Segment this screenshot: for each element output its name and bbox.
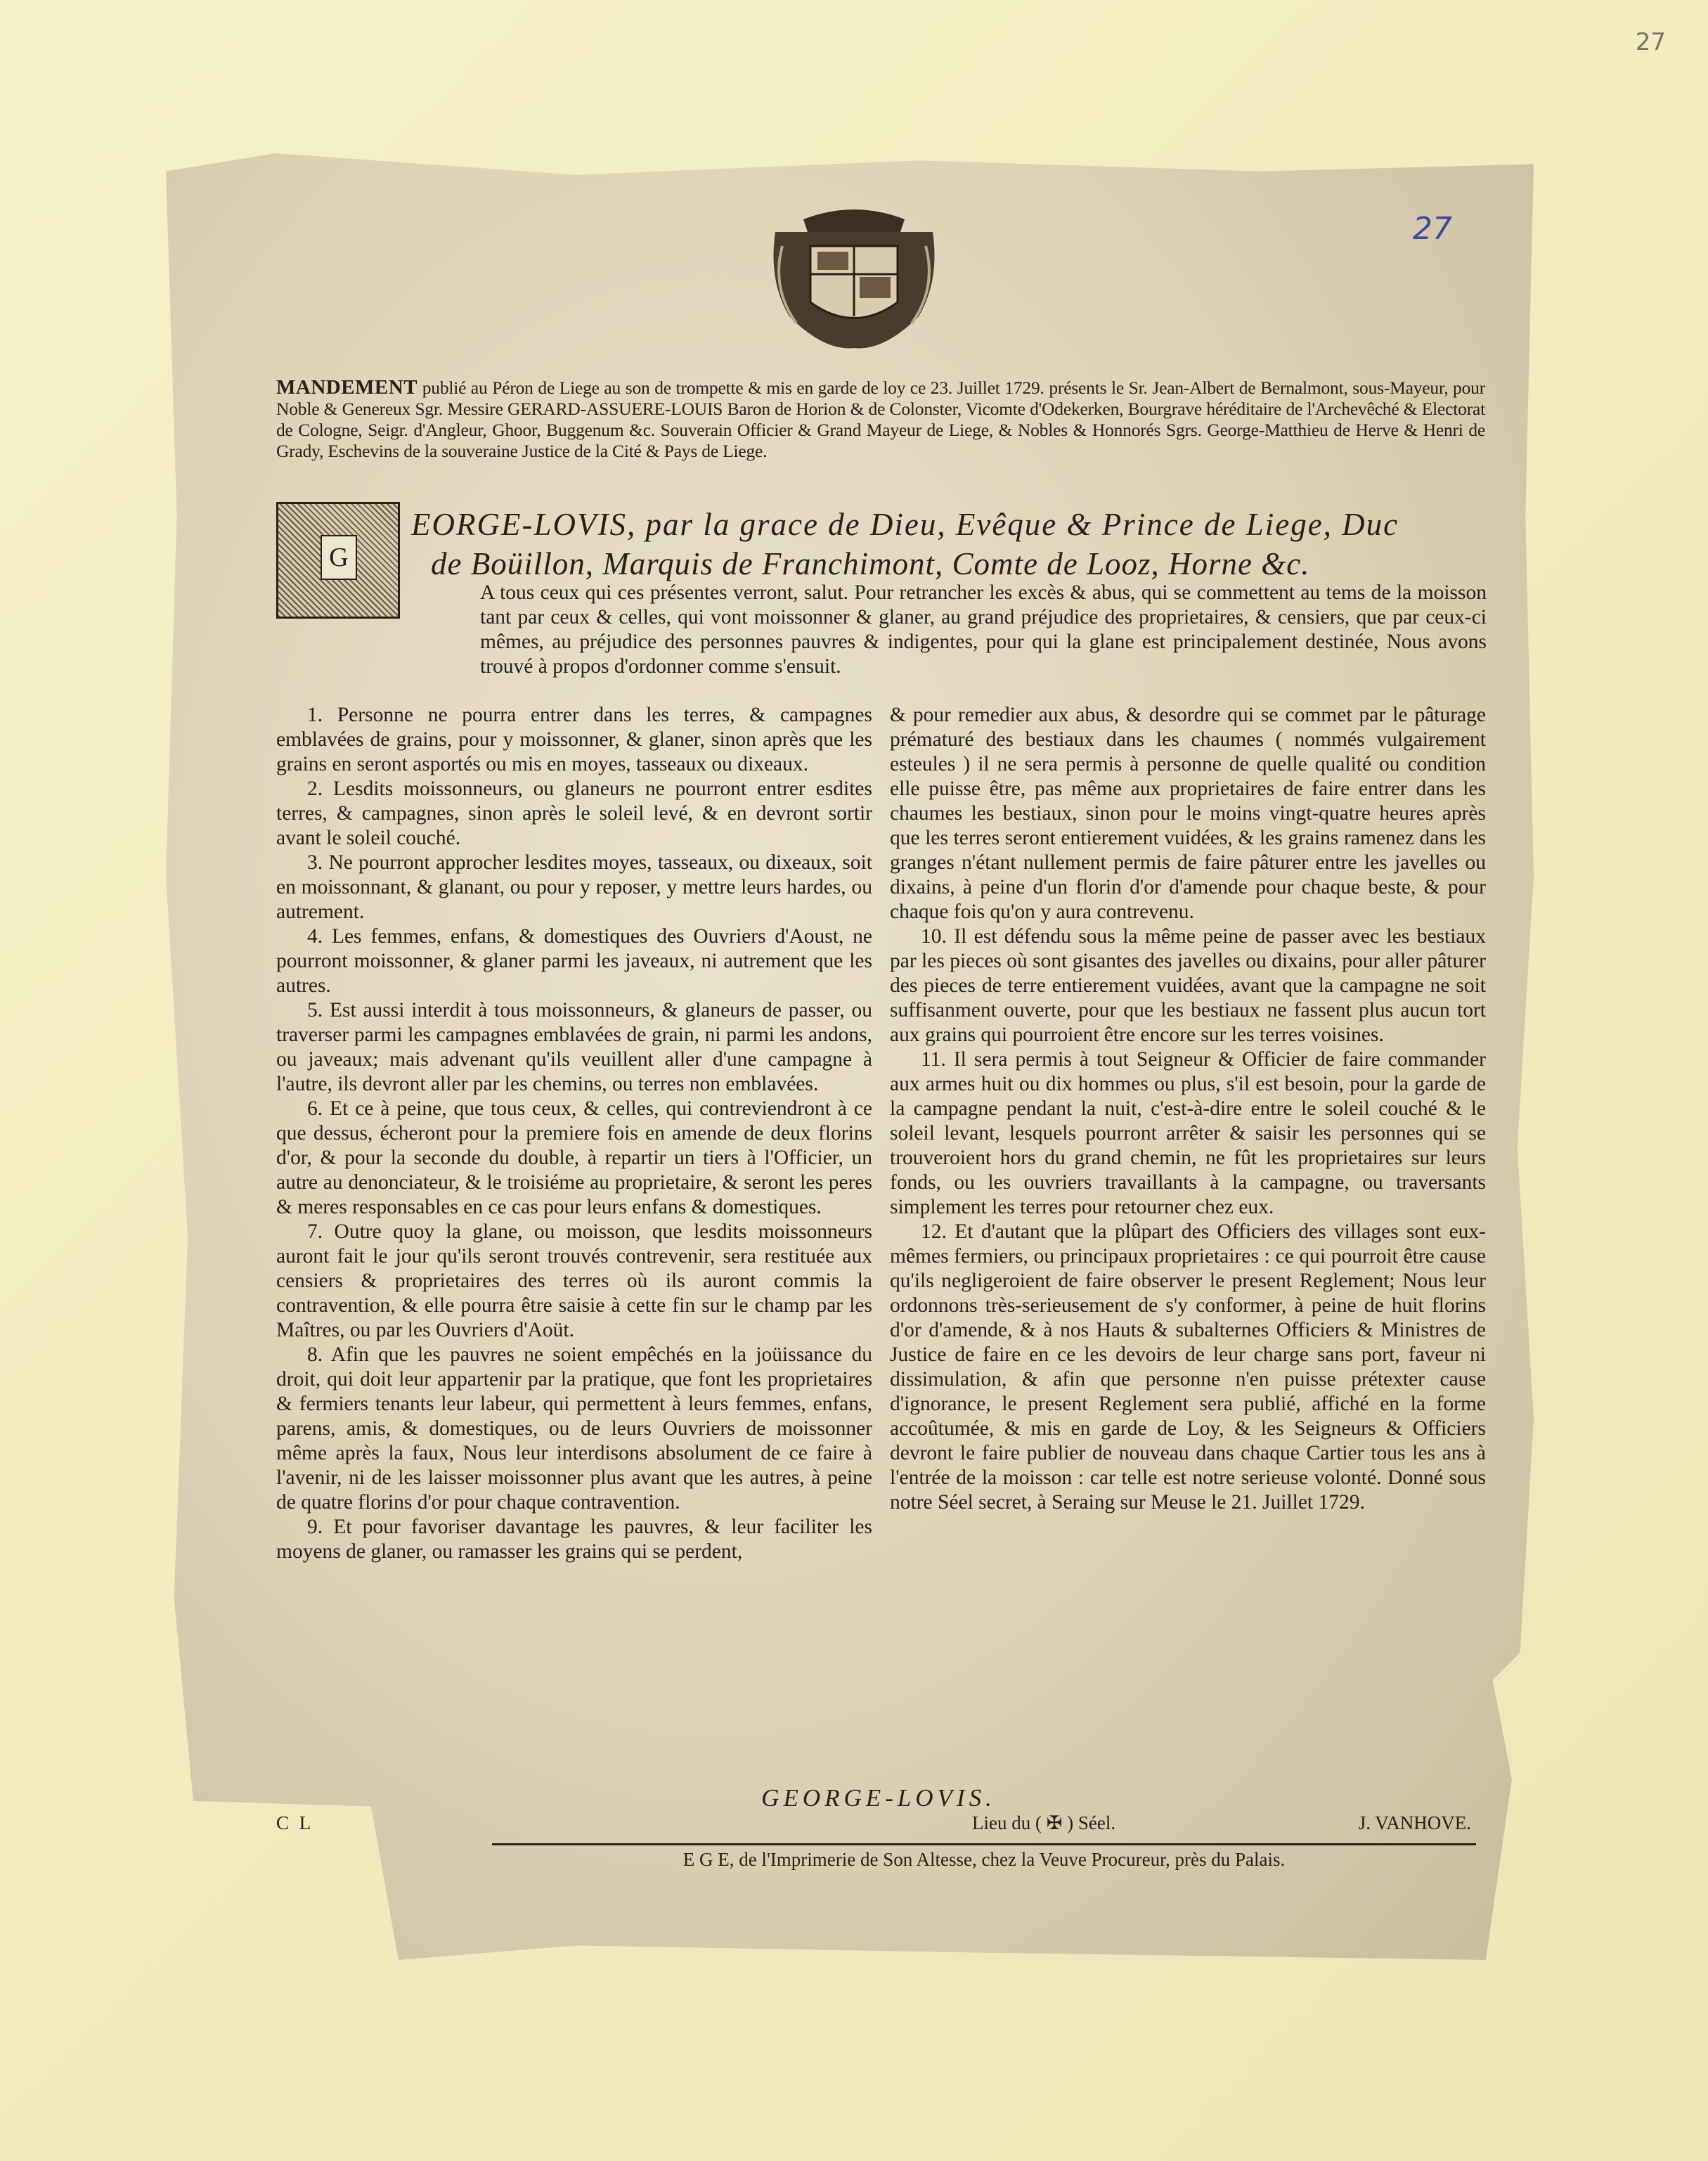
imprint-divider — [492, 1843, 1476, 1845]
article-10: 10. Il est défendu sous la même peine de passer avec les bestiaux par les pieces où sont gisantes des javelles ou dixains, pour aller pâturer des pieces de terre entierement vuidées, avant que la campagne ne soit suffisanment ouverte, pour que les bestiaux ne fassent plus aucun tort aux grains qui pourroient être encore sur les terres voisines. — [890, 925, 1486, 1046]
article-9: 9. Et pour favoriser davantage les pauvres, & leur faciliter les moyens de glaner, ou ramasser les grains qui se perdent, — [276, 1516, 872, 1563]
article-12: 12. Et d'autant que la plûpart des Officiers des villages sont eux-mêmes fermiers, ou principaux proprietaires : ce qui pourroit être cause qu'ils negligeroient de faire observer le present Reglement; Nous leur ordonnons très-serieusement de s'y conformer, à peine de huit florins d'or d'amende, & à nos Hauts & subalternes Officiers & Ministres de Justice de faire en ce les devoirs de leur charge sans port, faveur ni dissimulation, & afin que personne n'en puisse prétexter cause d'ignorance, le present Reglement sera publié, affiché en la forme accoûtumée, & mis en garde de Loy, & les Seigneurs & Officiers devront le faire publier de nouveau dans chaque Cartier tous les ans à l'entrée de la moisson : car telle est notre serieuse volonté. Donné sous notre Séel secret, à Seraing sur Meuse le 21. Juillet 1729. — [890, 1220, 1486, 1514]
episcopal-coat-of-arms-icon — [761, 204, 947, 351]
prince-bishop-signature: GEORGE-LOVIS. — [761, 1784, 996, 1812]
seal-place: Lieu du ( ✠ ) Séel. — [972, 1812, 1116, 1833]
handwritten-folio-number: 27 — [1413, 211, 1452, 247]
article-4: 4. Les femmes, enfans, & domestiques des Ouvriers d'Aoust, ne pourront moissonner, & glaner parmi les javeaux, ni autrement que les autres. — [276, 925, 872, 997]
publication-notice — [276, 377, 1485, 462]
preamble-text: A tous ceux qui ces présentes verront, salut. Pour retrancher les excès & abus, qui se commettent au tems de la moisson tant par ceux & celles, qui vont moissonner & glaner, au grand préjudice des proprietaires, & censiers, que par ceux-ci mêmes, au préjudice des personnes pauvres & indigentes, pour qui la glane est principalement destinée, Nous avons trouvé à propos d'ordonner comme s'ensuit. — [480, 581, 1487, 678]
article-2: 2. Lesdits moissonneurs, ou glaneurs ne pourront entrer esdites terres, & campagnes, sinon après le soleil levé, & en devront sortir avant le soleil couché. — [276, 778, 872, 849]
article-8: 8. Afin que les pauvres ne soient empêchés en la joüissance du droit, qui doit leur appartenir par la pratique, que font les proprietaires & fermiers tenants leur labeur, qui permettent à leurs femmes, enfans, parens, amis, & domestiques, ou de leurs Ouvriers de moissonner même après la faux, Nous leur interdisons absolument de ce faire à l'avenir, ni de les laisser moissonner plus avant que les autres, à peine de quatre florins d'or pour chaque contravention. — [276, 1343, 872, 1514]
printer-imprint: E G E, de l'Imprimerie de Son Altesse, chez la Veuve Procureur, près du Palais. — [682, 1849, 1286, 1870]
article-5: 5. Est aussi interdit à tous moissonneurs, & glaneurs de passer, ou traverser parmi les campagnes emblavées de grain, ni parmi les andons, ou javeaux; mais advenant qu'ils veuillent aller d'une campagne à l'autre, ils devront aller par les chemins, ou terres non emblavées. — [276, 999, 872, 1095]
article-column-left — [276, 703, 872, 1564]
secretary-name: J. VANHOVE. — [1358, 1812, 1471, 1833]
archive-page-number: 27 — [1635, 28, 1666, 56]
article-column-right — [890, 703, 1486, 1515]
article-1: 1. Personne ne pourra entrer dans les terres, & campagnes emblavées de grains, pour y moissonner, & glaner, sinon après que les grains en seront asportés ou mis en moyes, tasseaux ou dixeaux. — [276, 704, 872, 775]
attestation-row — [276, 1812, 1471, 1840]
article-6: 6. Et ce à peine, que tous ceux, & celles, qui contreviendront à ce que dessus, écheront pour la premiere fois en amende de deux florins d'or, & pour la seconde du double, à repartir un tiers à l'Officier, un autre au denonciateur, & le troisiéme au proprietaire, & seront les peres & meres responsables en ce cas pour leurs enfans & domestiques. — [276, 1097, 872, 1218]
title-line-2: de Boüillon, Marquis de Franchimont, Comte de Looz, Horne &c. — [431, 546, 1310, 581]
article-11: 11. Il sera permis à tout Seigneur & Officier de faire commander aux armes huit ou dix hommes ou plus, s'il est besoin, pour la garde de la campagne pendant la nuit, c'est-à-dire entre le soleil couché & le soleil levant, lesquels pourront arrêter & saisir les personnes qui se trouveroient hors du grand chemin, ne fût les proprietaires sur leurs fonds, ou les ouvriers travaillants à la campagne, ou traversants simplement les terres pour retourner chez eux. — [890, 1048, 1486, 1218]
initial-letter: G — [321, 535, 357, 580]
article-7: 7. Outre quoy la glane, ou moisson, que lesdits moissonneurs auront fait le jour qu'ils seront trouvés contrevenir, sera restituée aux censiers & proprietaires des terres où ils auront commis la contravention, & elle pourra être saisie à cette fin sur le champ par les Maîtres, ou par les Ouvriers d'Aoüt. — [276, 1220, 872, 1341]
preamble — [276, 581, 1487, 679]
article-3: 3. Ne pourront approcher lesdites moyes, tasseaux, ou dixeaux, soit en moissonnant, & glanant, ou pour y reposer, y mettre leurs hardes, ou autrement. — [276, 851, 872, 923]
notice-lead-word: MANDEMENT — [276, 376, 418, 399]
notice-text: publié au Péron de Liege au son de trompette & mis en garde de loy ce 23. Juillet 1729. présents le Sr. Jean-Albert de Bernalmont, sous-Mayeur, pour Noble & Genereux Sgr. Messire GERARD-ASSUERE-LOUIS Baron de Horion & de Colonster, Vicomte d'Odekerken, Bourgrave héréditaire de l'Archevêché & Electorat de Cologne, Seigr. d'Angleur, Ghoor, Buggenum &c. Souverain Officier & Grand Mayeur de Liege, & Nobles & Honnorés Sgrs. George-Matthieu de Herve & Henri de Grady, Eschevins de la souveraine Justice de la Cité & Pays de Liege. — [276, 378, 1486, 461]
title-line-1: EORGE-LOVIS, par la grace de Dieu, Evêque & Prince de Liege, Duc — [411, 507, 1399, 542]
attestation-left: C L — [276, 1812, 314, 1833]
article-9-continued: & pour remedier aux abus, & desordre qui se commet par le pâturage prématuré des bestiaux dans les chaumes ( nommés vulgairement esteules ) il ne sera permis à personne de quelle qualité ou condition elle puisse être, pas même aux proprietaires de faire entrer dans les chaumes les bestiaux, sinon pour le moins vingt-quatre heures après que les terres seront entierement vuidées, & les grains ramenez dans les granges n'étant nullement permis de faire pâturer entre les javelles ou dixains, à peine d'un florin d'or d'amende pour chaque beste, & pour chaque fois qu'on y aura contrevenu. — [890, 704, 1486, 923]
